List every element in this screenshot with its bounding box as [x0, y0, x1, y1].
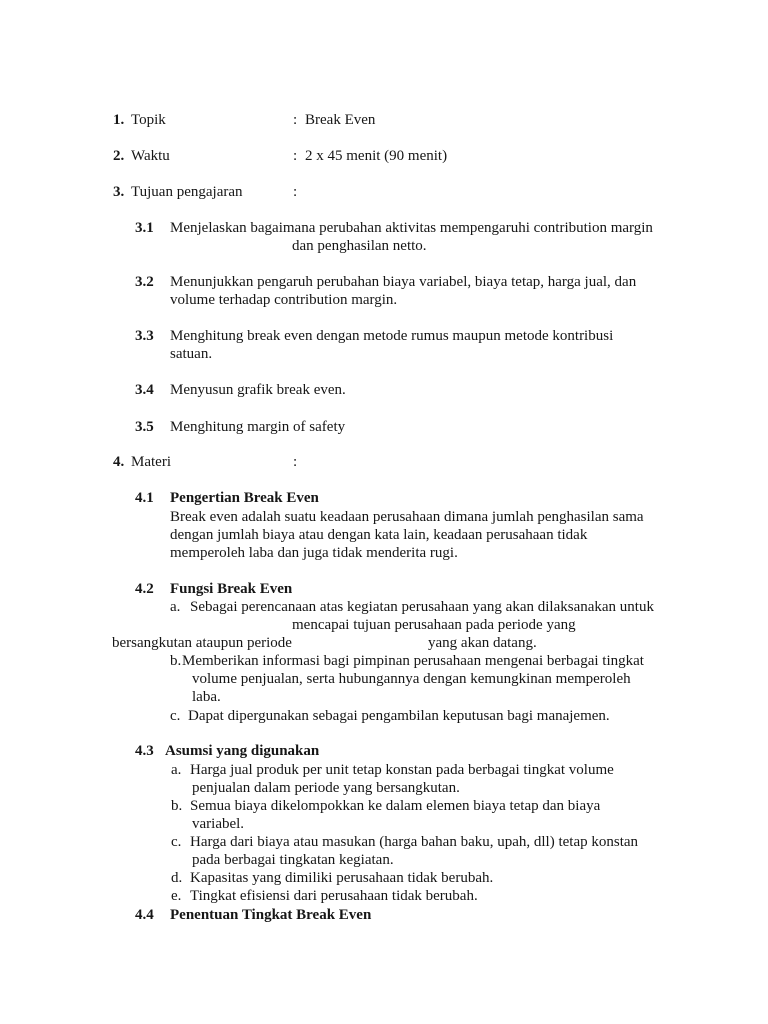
- list-marker: c.: [170, 708, 181, 724]
- list-item-line: volume penjualan, serta hubungannya dengan kemungkinan memperoleh: [192, 671, 631, 687]
- item-value: Break Even: [305, 112, 376, 128]
- item-label: Materi: [131, 454, 171, 470]
- objective-number: 3.4: [135, 382, 154, 398]
- list-marker: a.: [171, 762, 182, 778]
- paragraph-line: dengan jumlah biaya atau dengan kata lain, keadaan perusahaan tidak: [170, 527, 588, 543]
- list-item-line: bersangkutan ataupun periode: [112, 635, 292, 651]
- objective-text-line: satuan.: [170, 346, 213, 362]
- list-item-line: variabel.: [192, 816, 245, 832]
- list-item-line: Memberikan informasi bagi pimpinan perusahaan mengenai berbagai tingkat: [182, 653, 644, 669]
- objective-text-line: dan penghasilan netto.: [292, 238, 427, 254]
- list-item-line: penjualan dalam periode yang bersangkutan.: [192, 780, 460, 796]
- item-number: 3.: [113, 184, 125, 200]
- objective-number: 3.2: [135, 274, 154, 290]
- list-item-line: pada berbagai tingkatan kegiatan.: [192, 852, 394, 868]
- list-item-line: Kapasitas yang dimiliki perusahaan tidak berubah.: [190, 870, 494, 886]
- item-value: 2 x 45 menit (90 menit): [305, 148, 448, 164]
- section-number: 4.3: [135, 743, 154, 759]
- objective-number: 3.1: [135, 220, 154, 236]
- item-label: Topik: [131, 112, 166, 128]
- list-item-line: yang akan datang.: [428, 635, 537, 651]
- objective-text-line: Menghitung margin of safety: [170, 419, 346, 435]
- list-item-line: Sebagai perencanaan atas kegiatan perusahaan yang akan dilaksanakan untuk: [190, 599, 654, 615]
- list-item-line: laba.: [192, 689, 221, 705]
- paragraph-line: memperoleh laba dan juga tidak menderita rugi.: [170, 545, 458, 561]
- objective-number: 3.3: [135, 328, 154, 344]
- section-title: Fungsi Break Even: [170, 581, 293, 597]
- list-item-line: Harga jual produk per unit tetap konstan pada berbagai tingkat volume: [190, 762, 614, 778]
- list-item-line: Semua biaya dikelompokkan ke dalam elemen biaya tetap dan biaya: [190, 798, 601, 814]
- section-number: 4.2: [135, 581, 154, 597]
- item-label: Waktu: [131, 148, 170, 164]
- list-marker: c.: [171, 834, 182, 850]
- item-colon: :: [293, 454, 298, 470]
- list-marker: a.: [170, 599, 181, 615]
- objective-text-line: Menyusun grafik break even.: [170, 382, 346, 398]
- list-marker: e.: [171, 888, 182, 904]
- item-colon: :: [293, 148, 298, 164]
- item-colon: :: [293, 112, 298, 128]
- list-item-line: mencapai tujuan perusahaan pada periode yang: [292, 617, 576, 633]
- list-marker: b.: [170, 653, 182, 669]
- section-title: Asumsi yang digunakan: [165, 743, 320, 759]
- paragraph-line: Break even adalah suatu keadaan perusahaan dimana jumlah penghasilan sama: [170, 509, 644, 525]
- list-item-line: Harga dari biaya atau masukan (harga bahan baku, upah, dll) tetap konstan: [190, 834, 639, 850]
- section-title: Pengertian Break Even: [170, 490, 319, 506]
- item-label: Tujuan pengajaran: [131, 184, 243, 200]
- objective-text-line: Menjelaskan bagaimana perubahan aktivitas mempengaruhi contribution margin: [170, 220, 653, 236]
- list-item-line: Tingkat efisiensi dari perusahaan tidak berubah.: [190, 888, 478, 904]
- item-colon: :: [293, 184, 298, 200]
- section-number: 4.4: [135, 907, 154, 923]
- section-title: Penentuan Tingkat Break Even: [170, 907, 372, 923]
- list-marker: b.: [171, 798, 183, 814]
- objective-text-line: Menunjukkan pengaruh perubahan biaya variabel, biaya tetap, harga jual, dan: [170, 274, 637, 290]
- item-number: 4.: [113, 454, 125, 470]
- section-number: 4.1: [135, 490, 154, 506]
- objective-text-line: volume terhadap contribution margin.: [170, 292, 398, 308]
- item-number: 1.: [113, 112, 125, 128]
- objective-text-line: Menghitung break even dengan metode rumus maupun metode kontribusi: [170, 328, 614, 344]
- objective-number: 3.5: [135, 419, 154, 435]
- item-number: 2.: [113, 148, 125, 164]
- list-item-line: Dapat dipergunakan sebagai pengambilan keputusan bagi manajemen.: [188, 708, 610, 724]
- list-marker: d.: [171, 870, 183, 886]
